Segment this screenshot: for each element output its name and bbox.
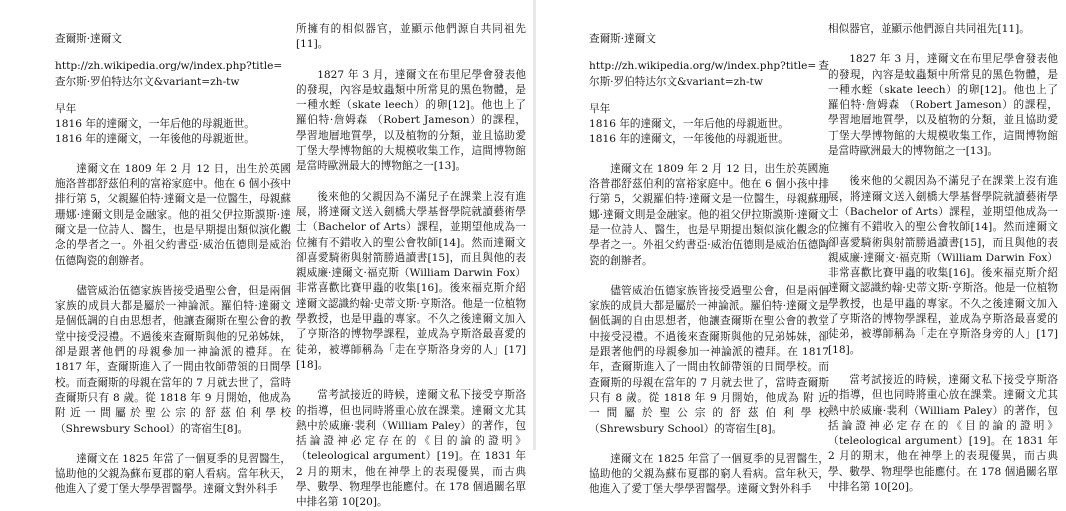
caption-line: 1816 年的達爾文，一年後他的母親逝世。 [589,133,789,146]
page-right [536,0,1066,496]
paragraph: 儘管威治伍德家族皆接受過聖公會，但是兩個家族的成員大都是屬於一神論派。羅伯特·達爾文是個低調的自由思想者，他讓查爾斯在聖公會的教堂中接受浸禮。不過後來查爾斯與他的兄弟姊妹，卻是跟著他們的母親參加一神論派的禮拜。在 1817 年，查爾斯進入了一間由牧師帶領的日間學校。而查爾斯的母親在當年的 7 月就去世了，當時查爾斯只有 8 歲。從 1818 年 9 月開始，他成為 附 近 一 間 屬 於 聖 公 宗 的 舒 茲 伯 利 學 校（Shrewsbury School）的寄宿生[8]。 [55,284,291,435]
spacer [55,148,291,162]
paragraph: 後來他的父親因為不滿兒子在課業上沒有進展，將達爾文送入劍橋大學基督學院就讀藝術學士（Bachelor of Arts）課程，並期望他成為一位擁有不錯收入的聖公會牧師[14]。然而達爾文卻喜愛騎術與射箭勝過讀書[15]，而且與他的表親威廉·達爾文·福克斯（William Darwin Fox）非常喜歡比賽甲蟲的收集[16]。後來福克斯介紹達爾文認識約翰·史蒂文斯·亨斯洛。他是一位植物學教授，也是甲蟲的專家。不久之後達爾文加入了亨斯洛的博物學課程，並成為亨斯洛最喜愛的徒弟，被導師稱為「走在亨斯洛身旁的人」[17][18]。 [296,190,526,371]
section-heading: 早年 [589,102,611,115]
left-page-column-2 [296,22,526,509]
paragraph: 達爾文在 1809 年 2 月 12 日，出生於英國施洛普郡舒茲伯利的富裕家庭中。他在 6 個小孩中排行第 5，父親羅伯特·達爾文是一位醫生，母親蘇珊娜·達爾文則是金融家。他的祖父伊拉斯謨斯·達爾文是一位詩人、醫生，也是早期提出類似演化觀念的學者之一。外祖父約書亞·威治伍德則是威治伍德陶瓷的創辦者。 [589,162,829,267]
caption-line: 1816 年的達爾文，一年後他的母親逝世。 [55,133,255,146]
right-page-column-1 [589,22,829,496]
article-title: 查爾斯·達爾文 [589,33,656,45]
left-page-column-1 [55,22,291,496]
paragraph: 所擁有的相似器官，並顯示他們源自共同祖先[11]。 [296,23,526,51]
paragraph: 當考試接近的時候，達爾文私下接受亨斯洛的指導，但也同時將重心放在課業。達爾文尤其熱中於威廉·裴利（William Paley）的著作，包括論證神必定存在的《目的論的證明》（teleological argument）[19]。在 1831 年 2 月的期末，他在神學上的表現優異，而古典學、數學、物理學也能應付。在 178 個過關名單中排名第 10[20]。 [828,373,1058,494]
source-url: http://zh.wikipedia.org/w/index.php?title=查尔斯·罗伯特达尔文&variant=zh-tw [55,60,283,88]
paragraph: 後來他的父親因為不滿兒子在課業上沒有進展，將達爾文送入劍橋大學基督學院就讀藝術學士（Bachelor of Arts）課程，並期望他成為一位擁有不錯收入的聖公會牧師[14]。然而達爾文卻喜愛騎術與射箭勝過讀書[15]，而且與他的表親威廉·達爾文·福克斯（William Darwin Fox）非常喜歡比賽甲蟲的收集[16]。後來福克斯介紹達爾文認識約翰·史蒂文斯·亨斯洛。他是一位植物學教授，也是甲蟲的專家。不久之後達爾文加入了亨斯洛的博物學課程，並成為亨斯洛最喜愛的徒弟，被導師稱為「走在亨斯洛身旁的人」[17][18]。 [828,175,1058,356]
paragraph: 達爾文在 1809 年 2 月 12 日，出生於英國施洛普郡舒茲伯利的富裕家庭中。他在 6 個小孩中排行第 5，父親羅伯特·達爾文是一位醫生，母親蘇珊娜·達爾文則是金融家。他的祖父伊拉斯謨斯·達爾文是一位詩人、醫生，也是早期提出類似演化觀念的學者之一。外祖父約書亞·威治伍德則是威治伍德陶瓷的創辦者。 [55,162,291,267]
caption-line: 1816 年的達爾文，一年后他的母親逝世。 [589,118,789,131]
paragraph: 1827 年 3 月，達爾文在布里尼學會發表他的發現，內容是蚊蟲類中所常見的黑色物體，是一種水蛭（skate leech）的卵[12]。他也上了羅伯特·詹姆森 （Robert Jameson）的課程，學習地層地質學，以及植物的分類，並且協助愛丁堡大學博物館的大規模收集工作，這間博物館是當時歐洲最大的博物館之一[13]。 [828,53,1058,158]
paragraph: 達爾文在 1825 年當了一個夏季的見習醫生，協助他的父親為蘇布夏郡的窮人看病。當年秋天，他進入了愛丁堡大學學習醫學。達爾文對外科手 [589,452,829,496]
caption-line: 1816 年的達爾文，一年后他的母親逝世。 [55,118,255,131]
paragraph: 1827 年 3 月，達爾文在布里尼學會發表他的發現，內容是蚊蟲類中所常見的黑色物體，是一種水蛭（skate leech）的卵[12]。他也上了羅伯特·詹姆森 （Robert Jameson）的課程，學習地層地質學，以及植物的分類，並且協助愛丁堡大學博物館的大規模收集工作，這間博物館是當時歐洲最大的博物館之一[13]。 [296,68,526,173]
source-url: http://zh.wikipedia.org/w/index.php?title=查尔斯·罗伯特达尔文&variant=zh-tw [589,60,829,88]
section-heading: 早年 [55,102,77,115]
right-page-column-2 [828,22,1058,494]
page-left [0,0,533,509]
paragraph: 當考試接近的時候，達爾文私下接受亨斯洛的指導，但也同時將重心放在課業。達爾文尤其熱中於威廉·裴利（William Paley）的著作，包括論證神必定存在的《目的論的證明》（teleological argument）[19]。在 1831 年 2 月的期末，他在神學上的表現優異，而古典學、數學、物理學也能應付。在 178 個過關名單中排名第 10[20]。 [296,389,526,509]
article-title: 查爾斯·達爾文 [55,33,122,45]
paragraph: 相似器官，並顯示他們源自共同祖先[11]。 [828,23,1030,35]
paragraph: 儘管威治伍德家族皆接受過聖公會，但是兩個家族的成員大都是屬於一神論派。羅伯特·達爾文是個低調的自由思想者，他讓查爾斯在聖公會的教堂中接受浸禮。不過後來查爾斯與他的兄弟姊妹，卻是跟著他們的母親參加一神論派的禮拜。在 1817 年，查爾斯進入了一間由牧師帶領的日間學校。而查爾斯的母親在當年的 7 月就去世了，當時查爾斯只有 8 歲。從 1818 年 9 月開始，他成為 附 近 一 間 屬 於 聖 公 宗 的 舒 茲 伯 利 學 校（Shrewsbury School）的寄宿生[8]。 [589,284,829,435]
spacer [589,148,829,162]
paragraph: 達爾文在 1825 年當了一個夏季的見習醫生，協助他的父親為蘇布夏郡的窮人看病。當年秋天，他進入了愛丁堡大學學習醫學。達爾文對外科手 [55,452,291,496]
